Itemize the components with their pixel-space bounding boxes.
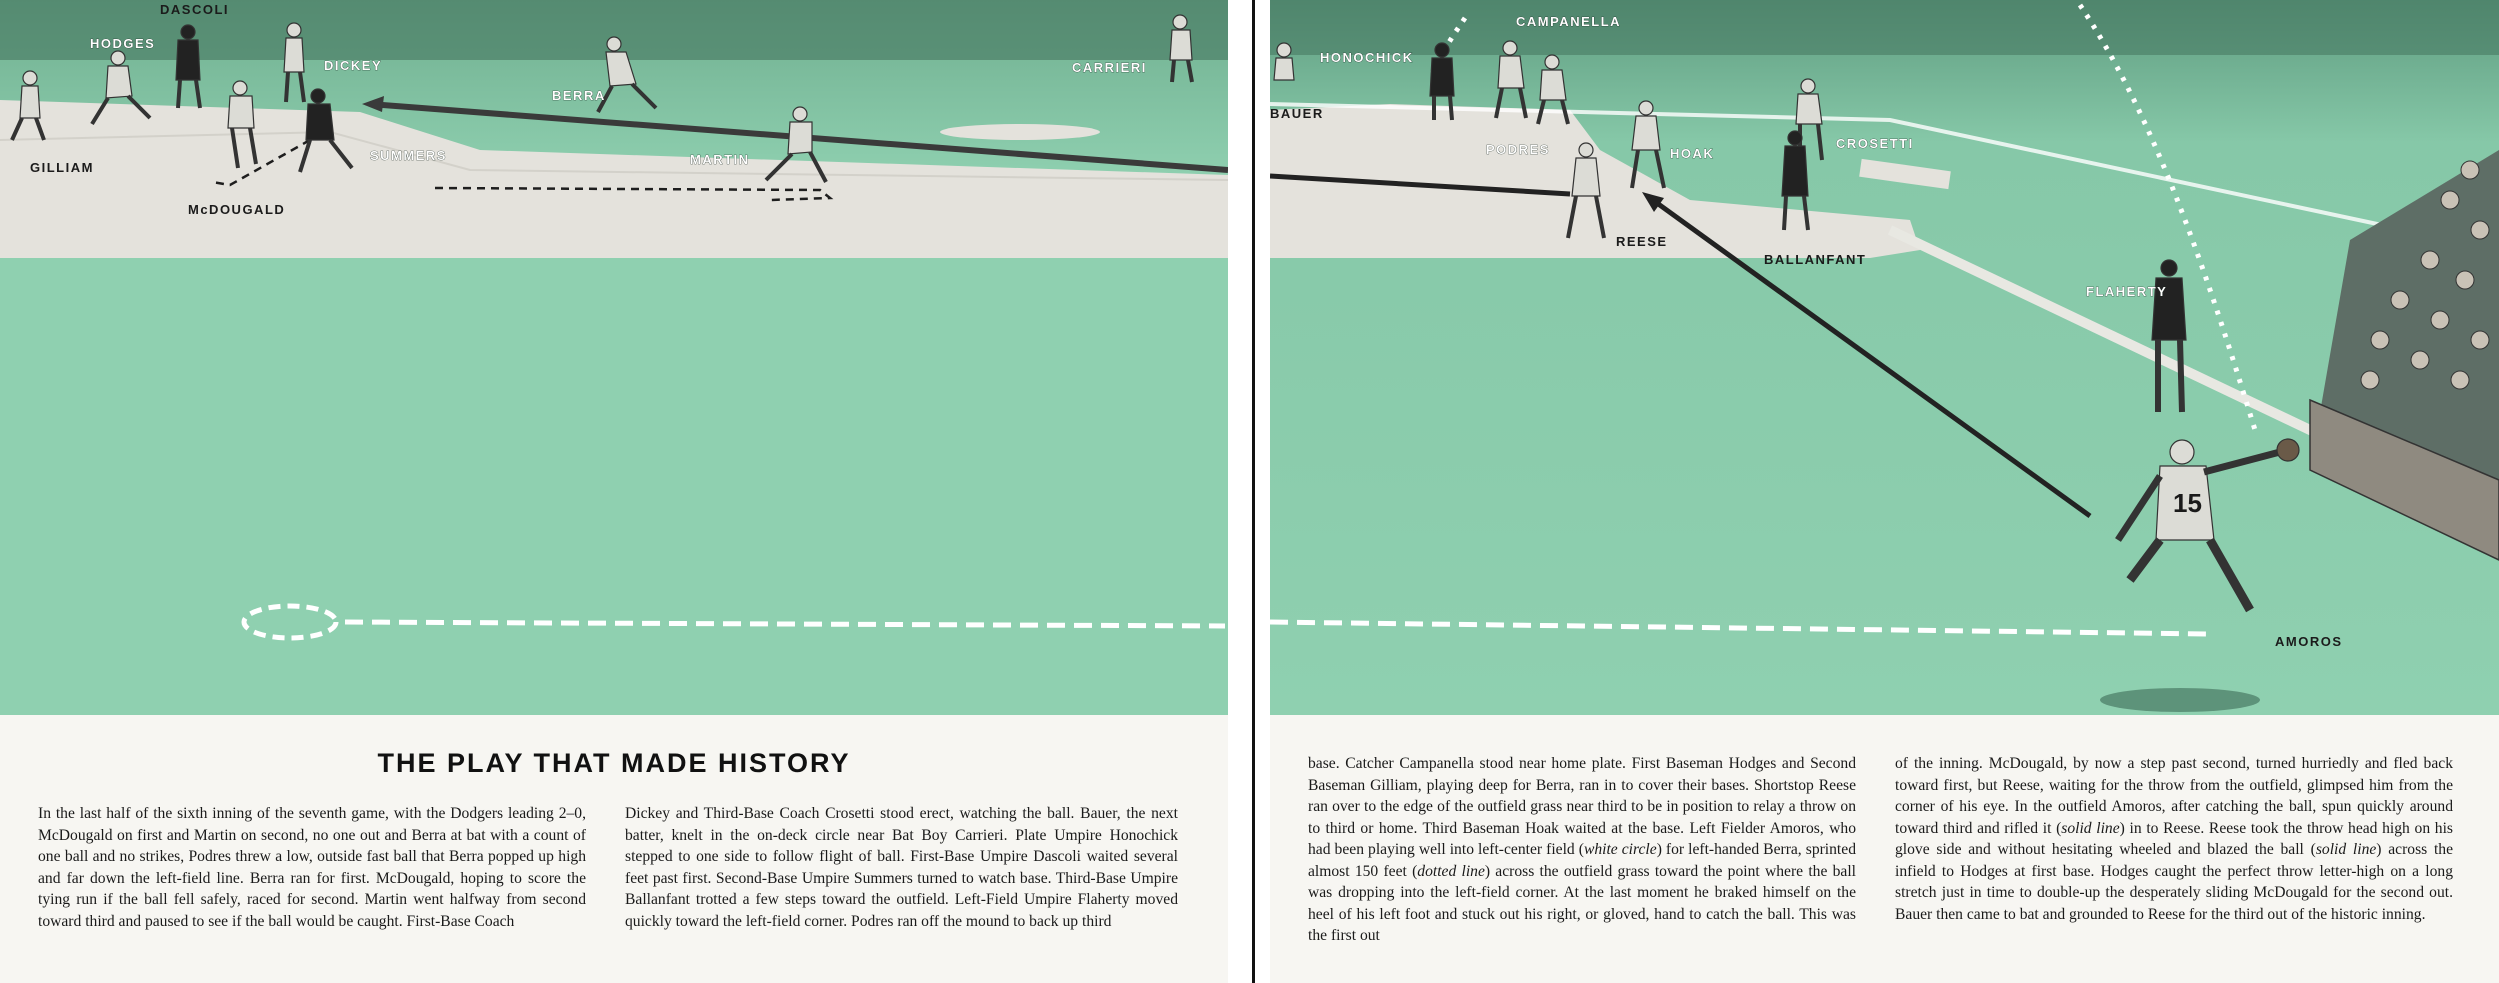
label-bauer: BAUER — [1270, 106, 1324, 121]
label-amoros: AMOROS — [2275, 634, 2343, 649]
label-ballanfant: BALLANFANT — [1764, 252, 1867, 267]
label-reese: REESE — [1616, 234, 1668, 249]
player-bauer — [1274, 43, 1294, 80]
paragraph-1: In the last half of the sixth inning of the seventh game, with the Dodgers leading 2–0, McDougald on first and Martin on second, no one out and Berra at bat with a count of one ball and no strikes, Podres threw a low, outside fast ball that Berra popped up high and far down the left-field line. Berra ran for first. McDougald, hoping to score the tying run if the ball fell safely, raced for second. Martin went halfway from second toward third and paused to see if the ball would be caught. First-Base Coach — [38, 805, 586, 930]
label-crosetti: CROSETTI — [1836, 136, 1914, 151]
col3-emphasis-b: dotted line — [1417, 862, 1485, 880]
label-dascoli: DASCOLI — [160, 2, 229, 17]
col4-emphasis-a: solid line — [2061, 819, 2120, 837]
paragraph-4 — [1895, 753, 2453, 925]
gutter-divider — [1252, 0, 1255, 983]
jersey-number: 15 — [2173, 488, 2202, 518]
text-column-2 — [625, 803, 1178, 932]
col3-text-a: base. Catcher Campanella stood near home plate. First Baseman Hodges and Second Baseman Gilliam, playing deep for Berra, ran in to cover their bases. Shortstop Reese ran over to the edge of the outfield grass near third to be in position to relay a throw on to third or home. Third Baseman Hoak waited at the base. Left Fielder Amoros, who had been playing well into left-center field ( — [1308, 755, 1856, 858]
page-gutter — [1228, 0, 1270, 983]
label-summers: SUMMERS — [370, 148, 447, 163]
label-podres: PODRES — [1486, 142, 1550, 157]
infield-illustration-left — [0, 0, 1228, 715]
label-martin: MARTIN — [690, 152, 750, 167]
label-hodges: HODGES — [90, 36, 156, 51]
label-campanella: CAMPANELLA — [1516, 14, 1622, 29]
label-carrieri: CARRIERI — [1072, 60, 1147, 75]
pitchers-area — [940, 124, 1100, 140]
stands-shadow-right — [1270, 0, 2499, 55]
col4-text-c: ) across the infield to Hodges at first base. Hodges caught the perfect throw letter-high on a long stretch just in time to double-up the desperately sliding McDougald for the second out. Bauer then came to bat and grounded to Reese for the third out of the historic inning. — [1895, 841, 2454, 923]
amoros-shadow — [2100, 688, 2260, 712]
page-title: THE PLAY THAT MADE HISTORY — [377, 748, 851, 778]
col3-text-b: ) for left-handed Berra, sprinted almost 150 feet ( — [1308, 841, 1856, 880]
col3-text-c: ) across the outfield grass toward the point where the ball was dropping into the left-field corner. At the last moment he braked himself on the heel of his left foot and stuck out his right, or gloved, hand to catch the ball. This was the first out — [1308, 862, 1856, 944]
infield-illustration-right — [1270, 0, 2499, 715]
label-mcdougald: McDOUGALD — [188, 202, 286, 217]
col4-emphasis-b: solid line — [2315, 841, 2377, 858]
col4-text-a: of the inning. McDougald, by now a step past second, turned hurriedly and fled back toward first, but Reese, waiting for the throw from the outfield, glimpsed him from the corner of his eye. In the outfield Amoros, after catching the ball, spun quickly around toward third and rifled it ( — [1895, 755, 2453, 837]
label-berra: BERRA — [552, 88, 606, 103]
paragraph-3 — [1308, 753, 1856, 947]
right-page — [1270, 0, 2499, 983]
label-hoak: HOAK — [1670, 146, 1715, 161]
label-honochick: HONOCHICK — [1320, 50, 1414, 65]
text-column-1 — [38, 803, 586, 932]
col4-text-b: ) in to Reese. Reese took the throw head high on his glove side and without hesitating wheeled and blazed the ball ( — [1895, 819, 2453, 858]
col3-emphasis-a: white circle — [1583, 841, 1657, 858]
text-column-4 — [1895, 753, 2453, 925]
label-gilliam: GILLIAM — [30, 160, 94, 175]
label-flaherty: FLAHERTY — [2086, 284, 2168, 299]
left-page — [0, 0, 1228, 983]
paragraph-2: Dickey and Third-Base Coach Crosetti stood erect, watching the ball. Bauer, the next batter, knelt in the on-deck circle near Bat Boy Carrieri. Plate Umpire Honochick stepped to one side to follow flight of ball. First-Base Umpire Dascoli waited several feet past first. Second-Base Umpire Summers turned to watch base. Third-Base Umpire Ballanfant trotted a few steps toward the outfield. Left-Field Umpire Flaherty moved quickly toward the left-field corner. Podres ran off the mound to back up third — [625, 805, 1178, 930]
label-dickey: DICKEY — [324, 58, 383, 73]
text-column-3 — [1308, 753, 1856, 947]
